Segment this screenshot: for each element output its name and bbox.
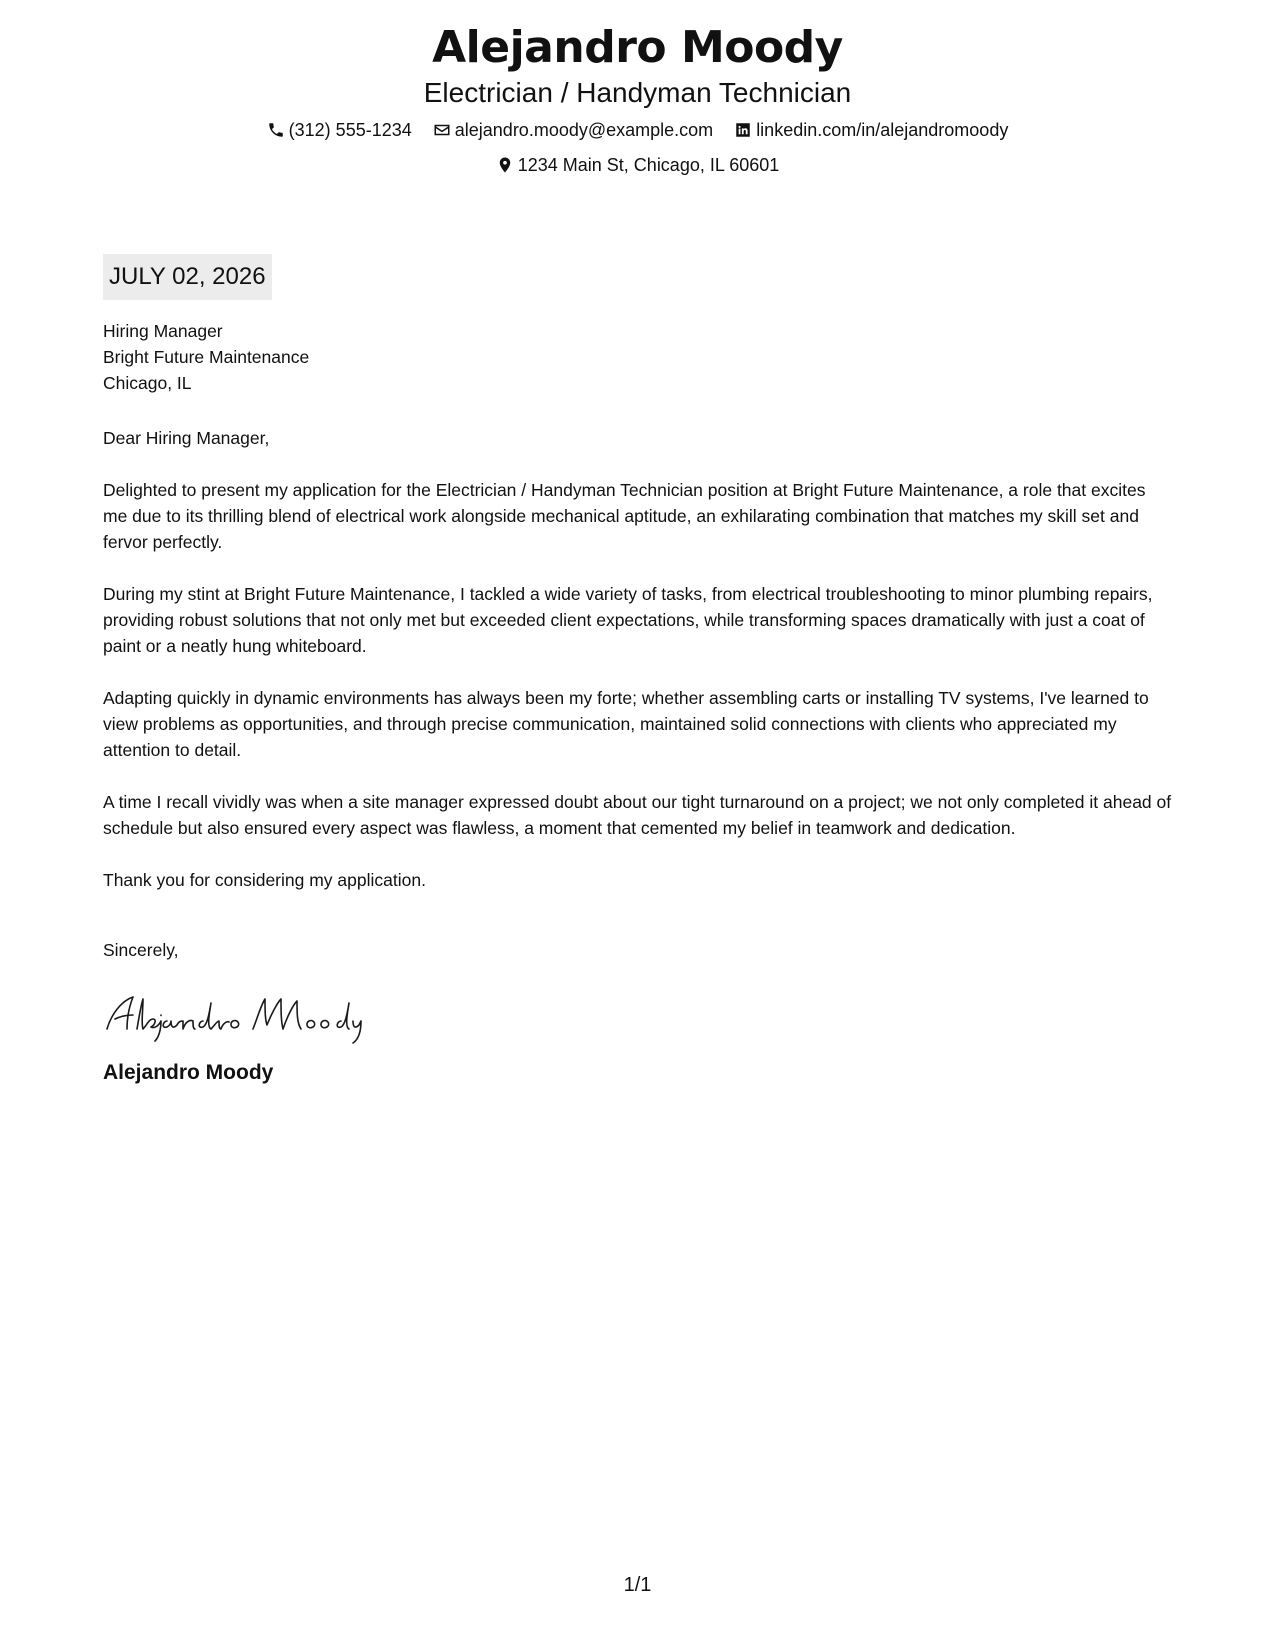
letter-body — [103, 318, 1173, 1087]
contact-address — [496, 153, 780, 177]
closing-line: Thank you for considering my application. — [103, 870, 426, 890]
signer-name: Alejandro Moody — [103, 1061, 274, 1084]
applicant-name: Alejandro Moody — [432, 22, 843, 73]
contact-phone[interactable] — [267, 118, 412, 142]
map-pin-icon — [496, 156, 514, 174]
contact-row — [0, 118, 1275, 145]
salutation: Dear Hiring Manager, — [103, 428, 270, 448]
contact-linkedin[interactable] — [734, 118, 1008, 142]
body-paragraph: A time I recall vividly was when a site manager expressed doubt about our tight turnaround on a project; we not only completed it ahead of schedule but also ensured every aspect was flawless, a moment that cemented my belief in teamwork and dedication. — [103, 792, 1172, 838]
linkedin-icon — [734, 121, 752, 139]
body-paragraph: Delighted to present my application for the Electrician / Handyman Technician position at Bright Future Maintenance, a role that excites me due to its thrilling blend of electrical work alongside mechanical aptitude, an exhilarating combination that matches my skill set and fervor perfectly. — [103, 480, 1146, 552]
page-number: 1/1 — [623, 1574, 652, 1596]
recipient-line: Chicago, IL — [103, 373, 192, 393]
body-paragraph: Adapting quickly in dynamic environments has always been my forte; whether assembling carts or installing TV systems, I've learned to view problems as opportunities, and through precise communication, maintained solid connections with clients who appreciated my attention to detail. — [103, 688, 1149, 760]
address-text: 1234 Main St, Chicago, IL 60601 — [517, 155, 780, 175]
recipient-block — [103, 318, 1173, 396]
signature-image — [103, 985, 373, 1045]
letter-date: JULY 02, 2026 — [103, 254, 272, 300]
recipient-line: Hiring Manager — [103, 321, 223, 341]
handwritten-signature — [103, 985, 373, 1045]
phone-text: (312) 555-1234 — [288, 120, 412, 140]
phone-icon — [267, 121, 285, 139]
recipient-line: Bright Future Maintenance — [103, 347, 310, 367]
email-text: alejandro.moody@example.com — [454, 120, 714, 140]
envelope-icon — [433, 121, 451, 139]
address-row — [0, 153, 1275, 180]
job-title: Electrician / Handyman Technician — [423, 77, 852, 108]
linkedin-text: linkedin.com/in/alejandromoody — [756, 120, 1009, 140]
sign-off: Sincerely, — [103, 940, 179, 960]
body-paragraph: During my stint at Bright Future Maintenance, I tackled a wide variety of tasks, from electrical troubleshooting to minor plumbing repairs, providing robust solutions that not only met but exceeded client expectations, while transforming spaces dramatically with just a coat of paint or a neatly hung whiteboard. — [103, 584, 1153, 656]
letter-header — [0, 20, 1275, 180]
contact-email[interactable] — [433, 118, 713, 142]
